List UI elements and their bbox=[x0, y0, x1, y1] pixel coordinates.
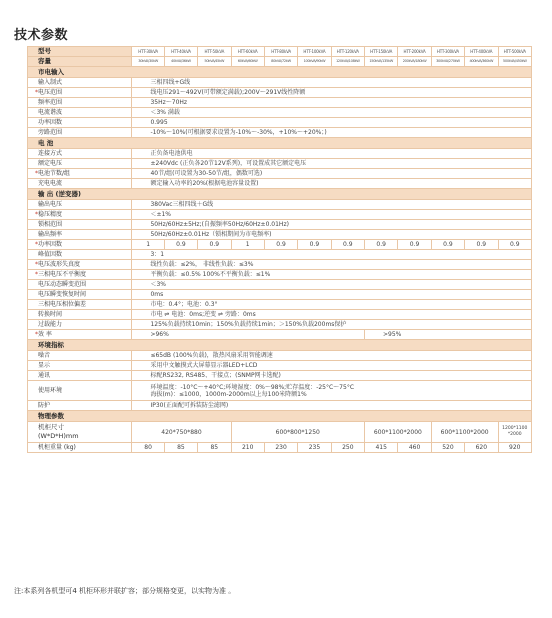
efficiency-left: >96% bbox=[132, 330, 365, 340]
model-cell: HTT-150kVA bbox=[365, 47, 398, 57]
efficiency-row bbox=[28, 330, 532, 340]
row-label: 电压瞬变恢复时间 bbox=[38, 291, 87, 298]
row-value: ±240Vdc (正负各20节12V系列)，可设置成其它额定电压 bbox=[132, 159, 532, 169]
row-label-cell bbox=[28, 310, 132, 320]
row-value: 正负备电池供电 bbox=[132, 149, 532, 159]
row-label: 噪音 bbox=[38, 352, 51, 359]
weight-cell: 85 bbox=[164, 443, 197, 453]
row-label: 功率因数 bbox=[38, 119, 63, 126]
model-cell: HTT-60kVA bbox=[231, 47, 264, 57]
row-value: 三相四线+G线 bbox=[132, 78, 532, 88]
row-label-cell bbox=[28, 149, 132, 159]
row-label: 峰值因数 bbox=[38, 251, 63, 258]
row-label-cell bbox=[28, 108, 132, 118]
row-label: 三相电压不平衡度 bbox=[38, 271, 87, 278]
spec-row bbox=[28, 361, 532, 371]
row-label-cell bbox=[28, 240, 132, 250]
spec-row bbox=[28, 78, 532, 88]
section-title: 物理参数 bbox=[28, 411, 532, 422]
row-label-cell bbox=[28, 300, 132, 310]
required-mark: * bbox=[35, 331, 38, 338]
row-label: 功率因数 bbox=[38, 241, 63, 248]
required-mark: * bbox=[35, 89, 38, 96]
power-factor-cell: 0.9 bbox=[164, 240, 197, 250]
row-label-cell bbox=[28, 401, 132, 411]
spec-row bbox=[28, 98, 532, 108]
spec-row bbox=[28, 149, 532, 159]
dimensions-last-line: 1200*1100 bbox=[502, 426, 528, 431]
row-value: 市电 ⇌ 电池：0ms;逆变 ⇌ 旁路：0ms bbox=[132, 310, 532, 320]
spec-row bbox=[28, 169, 532, 179]
row-label: 转换时间 bbox=[38, 311, 63, 318]
model-cell: HTT-40kVA bbox=[164, 47, 197, 57]
row-label-cell bbox=[28, 78, 132, 88]
row-value: 0.995 bbox=[132, 118, 532, 128]
dimensions-label-line: 机柜尺寸 bbox=[38, 423, 64, 431]
section-header bbox=[28, 138, 532, 149]
spec-row bbox=[28, 300, 532, 310]
weight-row bbox=[28, 443, 532, 453]
capacity-cell: 80kVA/72kW bbox=[264, 57, 297, 67]
row-label-cell bbox=[28, 169, 132, 179]
env-use-line: 环境温度：-10°C～+40°C;环境湿度：0%～98%;贮存温度：-25°C～75°C bbox=[150, 383, 355, 391]
row-label-cell bbox=[28, 179, 132, 189]
required-mark: * bbox=[35, 271, 38, 278]
spec-row bbox=[28, 260, 532, 270]
env-use-value bbox=[132, 381, 532, 401]
row-label-cell bbox=[28, 351, 132, 361]
row-label: 锁相范围 bbox=[38, 221, 63, 228]
section-header bbox=[28, 67, 532, 78]
row-label: 连接方式 bbox=[38, 150, 63, 157]
power-factor-cell: 0.9 bbox=[498, 240, 532, 250]
capacity-cell: 150kVA/135kW bbox=[365, 57, 398, 67]
row-label-cell bbox=[28, 128, 132, 138]
row-label: 电压范围 bbox=[38, 89, 63, 96]
capacity-cell: 300kVA/270kW bbox=[431, 57, 464, 67]
model-row bbox=[28, 47, 532, 57]
capacity-row bbox=[28, 57, 532, 67]
row-label-cell bbox=[28, 210, 132, 220]
spec-row bbox=[28, 351, 532, 361]
model-cell: HTT-300kVA bbox=[431, 47, 464, 57]
model-cell: HTT-500kVA bbox=[498, 47, 532, 57]
row-value: 3：1 bbox=[132, 250, 532, 260]
model-cell: HTT-400kVA bbox=[465, 47, 498, 57]
row-value: ＜3% 满载 bbox=[132, 108, 532, 118]
dimensions-cell: 600*1100*2000 bbox=[365, 422, 432, 443]
section-title: 输 出 (逆变器) bbox=[28, 189, 532, 200]
capacity-cell: 200kVA/180kW bbox=[398, 57, 431, 67]
model-label: 型号 bbox=[28, 47, 132, 57]
section-header bbox=[28, 189, 532, 200]
row-label: 电池节数/组 bbox=[38, 170, 71, 177]
row-value: 线性负载：≤2%， 非线性负载：≤3% bbox=[132, 260, 532, 270]
power-factor-cell: 0.9 bbox=[398, 240, 431, 250]
row-value: IP30(正面配可拆装防尘滤网) bbox=[132, 401, 532, 411]
spec-row bbox=[28, 250, 532, 260]
spec-row bbox=[28, 220, 532, 230]
row-label-cell bbox=[28, 361, 132, 371]
weight-cell: 920 bbox=[498, 443, 532, 453]
model-cell: HTT-200kVA bbox=[398, 47, 431, 57]
row-label: 电压波形失真度 bbox=[38, 261, 81, 268]
row-label: 稳压精度 bbox=[38, 211, 63, 218]
footnote: 注:本系列各机型可4 机柜环形并联扩容；部分规格变更，以实物为准 。 bbox=[14, 587, 236, 595]
model-cell: HTT-80kVA bbox=[264, 47, 297, 57]
row-label-cell bbox=[28, 270, 132, 280]
power-factor-cell: 0.9 bbox=[198, 240, 231, 250]
spec-row bbox=[28, 270, 532, 280]
power-factor-cell: 0.9 bbox=[298, 240, 331, 250]
row-label-cell bbox=[28, 371, 132, 381]
capacity-cell: 100kVA/90kW bbox=[298, 57, 331, 67]
spec-row bbox=[28, 320, 532, 330]
row-value: 采用中文触摸式大屏幕显示器LED+LCD bbox=[132, 361, 532, 371]
section-header bbox=[28, 340, 532, 351]
dimensions-cell: 420*750*880 bbox=[132, 422, 231, 443]
env-use-row bbox=[28, 381, 532, 401]
required-mark: * bbox=[35, 170, 38, 177]
row-label: 效 率 bbox=[38, 331, 52, 338]
row-label: 三相电压相位偏差 bbox=[38, 301, 87, 308]
power-factor-cell: 0.9 bbox=[431, 240, 464, 250]
power-factor-cell: 0.9 bbox=[465, 240, 498, 250]
row-value: 125%负载持续10min；150%负载持续1min；＞150%负载200ms保护 bbox=[132, 320, 532, 330]
required-mark: * bbox=[35, 261, 38, 268]
required-mark: * bbox=[35, 241, 38, 248]
row-value: 40节/组(可设置为30-50节/组，偶数可选) bbox=[132, 169, 532, 179]
row-value: 35Hz～70Hz bbox=[132, 98, 532, 108]
row-label: 旁路范围 bbox=[38, 129, 63, 136]
weight-cell: 210 bbox=[231, 443, 264, 453]
spec-row bbox=[28, 310, 532, 320]
row-value: 市电：0.4°；电池：0.3° bbox=[132, 300, 532, 310]
row-label: 输出频率 bbox=[38, 231, 63, 238]
capacity-cell: 400kVA/360kW bbox=[465, 57, 498, 67]
power-factor-cell: 0.9 bbox=[264, 240, 297, 250]
spec-row bbox=[28, 128, 532, 138]
row-label: 频率范围 bbox=[38, 99, 63, 106]
spec-row bbox=[28, 230, 532, 240]
row-label-cell bbox=[28, 220, 132, 230]
row-label: 显示 bbox=[38, 362, 51, 369]
dimensions-cell: 600*1100*2000 bbox=[431, 422, 498, 443]
spec-row bbox=[28, 88, 532, 98]
row-label: 使用环境 bbox=[38, 387, 63, 394]
row-label: 额定电压 bbox=[38, 160, 63, 167]
row-value: 0ms bbox=[132, 290, 532, 300]
spec-row bbox=[28, 200, 532, 210]
spec-row bbox=[28, 280, 532, 290]
row-label-cell bbox=[28, 381, 132, 401]
row-label-cell bbox=[28, 330, 132, 340]
row-value: ＜±1% bbox=[132, 210, 532, 220]
spec-row bbox=[28, 108, 532, 118]
capacity-cell: 30kVA/30kW bbox=[132, 57, 164, 67]
dimensions-cell-last bbox=[498, 422, 532, 443]
row-value: 平衡负载：≤0.5% 100%不平衡负载：≤1% bbox=[132, 270, 532, 280]
capacity-label: 容量 bbox=[28, 57, 132, 67]
required-mark: * bbox=[35, 211, 38, 218]
row-label-cell bbox=[28, 118, 132, 128]
section-title: 市电输入 bbox=[28, 67, 532, 78]
row-value: 线电压291～492V(可带额定满载);200V～291V线性降额 bbox=[132, 88, 532, 98]
capacity-cell: 50kVA/45kW bbox=[198, 57, 231, 67]
capacity-cell: 500kVA/450kW bbox=[498, 57, 532, 67]
page-title: 技术参数 bbox=[14, 28, 69, 43]
row-label: 充电电流 bbox=[38, 180, 63, 187]
section-title: 电 池 bbox=[28, 138, 532, 149]
weight-cell: 620 bbox=[465, 443, 498, 453]
efficiency-right: >95% bbox=[365, 330, 532, 340]
model-cell: HTT-100kVA bbox=[298, 47, 331, 57]
weight-cell: 460 bbox=[398, 443, 431, 453]
weight-cell: 250 bbox=[331, 443, 364, 453]
row-label-cell bbox=[28, 290, 132, 300]
spec-table bbox=[27, 46, 532, 453]
row-value: -10%～10%(可根据要求设置为-10%～-30%，+10%～+20%；) bbox=[132, 128, 532, 138]
dimensions-last-line: *2000 bbox=[507, 432, 522, 437]
weight-cell: 85 bbox=[198, 443, 231, 453]
power-factor-row bbox=[28, 240, 532, 250]
row-label-cell bbox=[28, 250, 132, 260]
row-label-cell bbox=[28, 230, 132, 240]
capacity-cell: 120kVA/108kW bbox=[331, 57, 364, 67]
row-label-cell bbox=[28, 260, 132, 270]
dimensions-label bbox=[28, 422, 132, 443]
row-label: 电流谐波 bbox=[38, 109, 63, 116]
row-label-cell bbox=[28, 200, 132, 210]
row-label-cell bbox=[28, 320, 132, 330]
model-cell: HTT-120kVA bbox=[331, 47, 364, 57]
row-value: 额定输入功率的20%(根据电池容量设置) bbox=[132, 179, 532, 189]
env-use-line: 海拔(m)：≤1000，1000m-2000m以上每100米降额1% bbox=[150, 390, 307, 398]
row-label: 防护 bbox=[38, 402, 51, 409]
row-value: ≤65dB (100%负载)，散热风扇采用智能调速 bbox=[132, 351, 532, 361]
row-label: 电压动态瞬变范围 bbox=[38, 281, 87, 288]
dimensions-row bbox=[28, 422, 532, 443]
weight-cell: 235 bbox=[298, 443, 331, 453]
row-value: 380Vac三相四线＋G线 bbox=[132, 200, 532, 210]
weight-cell: 415 bbox=[365, 443, 398, 453]
power-factor-cell: 1 bbox=[231, 240, 264, 250]
row-label-cell bbox=[28, 159, 132, 169]
row-label: 通讯 bbox=[38, 372, 51, 379]
section-header bbox=[28, 411, 532, 422]
row-label-cell bbox=[28, 98, 132, 108]
capacity-cell: 40kVA/36kW bbox=[164, 57, 197, 67]
row-value: ＜3% bbox=[132, 280, 532, 290]
row-value: 50Hz/60Hz±5Hz;(自振频率50Hz/60Hz±0.01Hz) bbox=[132, 220, 532, 230]
power-factor-cell: 0.9 bbox=[365, 240, 398, 250]
spec-row bbox=[28, 290, 532, 300]
model-cell: HTT-30kVA bbox=[132, 47, 164, 57]
row-label: 输出电压 bbox=[38, 201, 63, 208]
row-label: 输入制式 bbox=[38, 79, 63, 86]
spec-row bbox=[28, 210, 532, 220]
model-cell: HTT-50kVA bbox=[198, 47, 231, 57]
weight-cell: 80 bbox=[132, 443, 164, 453]
spec-row bbox=[28, 179, 532, 189]
power-factor-cell: 1 bbox=[132, 240, 164, 250]
spec-row bbox=[28, 371, 532, 381]
row-value: 50Hz/60Hz±0.01Hz（锁相期间为市电频率) bbox=[132, 230, 532, 240]
spec-row bbox=[28, 159, 532, 169]
row-label-cell bbox=[28, 280, 132, 290]
capacity-cell: 60kVA/60kW bbox=[231, 57, 264, 67]
protection-row bbox=[28, 401, 532, 411]
spec-row bbox=[28, 118, 532, 128]
power-factor-cell: 0.9 bbox=[331, 240, 364, 250]
dimensions-cell: 600*800*1250 bbox=[231, 422, 365, 443]
row-label-cell bbox=[28, 88, 132, 98]
section-title: 环境指标 bbox=[28, 340, 532, 351]
weight-cell: 520 bbox=[431, 443, 464, 453]
dimensions-label-line: (W*D*H)mm bbox=[38, 432, 79, 440]
row-value: 标配RS232, RS485、干接点；(SNMP网卡选配) bbox=[132, 371, 532, 381]
row-label: 过载能力 bbox=[38, 321, 63, 328]
weight-label: 机柜重量 (kg) bbox=[28, 443, 132, 453]
weight-cell: 230 bbox=[264, 443, 297, 453]
